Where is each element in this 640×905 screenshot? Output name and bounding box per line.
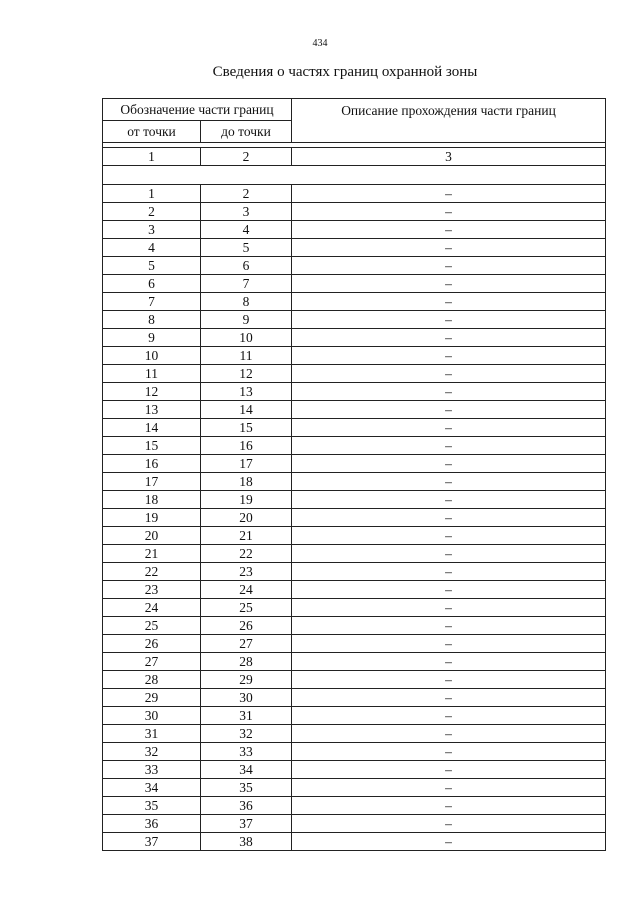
table-row	[103, 473, 606, 491]
table-row	[103, 563, 606, 581]
table-row	[103, 257, 606, 275]
to-point-cell: 2	[201, 185, 292, 203]
description-cell: –	[292, 581, 606, 599]
from-point-cell: 27	[103, 653, 201, 671]
from-point-cell: 30	[103, 707, 201, 725]
column-number-row	[103, 148, 606, 166]
table-row	[103, 833, 606, 851]
to-point-cell: 18	[201, 473, 292, 491]
table-row	[103, 221, 606, 239]
from-point-cell: 34	[103, 779, 201, 797]
table-row	[103, 365, 606, 383]
from-point-cell: 32	[103, 743, 201, 761]
description-cell: –	[292, 779, 606, 797]
from-point-cell: 19	[103, 509, 201, 527]
to-point-cell: 27	[201, 635, 292, 653]
to-point-cell: 4	[201, 221, 292, 239]
table-row	[103, 401, 606, 419]
from-point-cell: 31	[103, 725, 201, 743]
from-point-cell: 29	[103, 689, 201, 707]
boundary-parts-table	[102, 98, 606, 851]
to-point-cell: 37	[201, 815, 292, 833]
to-point-cell: 12	[201, 365, 292, 383]
from-point-cell: 26	[103, 635, 201, 653]
from-point-cell: 10	[103, 347, 201, 365]
from-point-cell: 11	[103, 365, 201, 383]
to-point-cell: 33	[201, 743, 292, 761]
description-cell: –	[292, 671, 606, 689]
table-row	[103, 419, 606, 437]
table-row	[103, 275, 606, 293]
table-row	[103, 527, 606, 545]
from-point-cell: 23	[103, 581, 201, 599]
to-point-cell: 22	[201, 545, 292, 563]
from-point-cell: 37	[103, 833, 201, 851]
table-row	[103, 455, 606, 473]
from-point-cell: 8	[103, 311, 201, 329]
from-point-cell: 25	[103, 617, 201, 635]
to-point-cell: 11	[201, 347, 292, 365]
table-row	[103, 383, 606, 401]
to-point-cell: 35	[201, 779, 292, 797]
to-point-cell: 29	[201, 671, 292, 689]
description-cell: –	[292, 401, 606, 419]
description-cell: –	[292, 419, 606, 437]
to-point-cell: 6	[201, 257, 292, 275]
to-point-cell: 31	[201, 707, 292, 725]
from-point-cell: 33	[103, 761, 201, 779]
table-row	[103, 239, 606, 257]
to-point-cell: 23	[201, 563, 292, 581]
from-point-cell: 12	[103, 383, 201, 401]
description-cell: –	[292, 815, 606, 833]
description-cell: –	[292, 635, 606, 653]
table-row	[103, 689, 606, 707]
description-cell: –	[292, 617, 606, 635]
description-cell: –	[292, 365, 606, 383]
from-point-cell: 15	[103, 437, 201, 455]
from-point-cell: 3	[103, 221, 201, 239]
column-number-1: 1	[103, 148, 201, 166]
description-cell: –	[292, 455, 606, 473]
to-point-cell: 3	[201, 203, 292, 221]
table-row	[103, 293, 606, 311]
description-cell: –	[292, 257, 606, 275]
description-header: Описание прохождения части границ	[292, 99, 606, 143]
table-row	[103, 671, 606, 689]
to-point-cell: 16	[201, 437, 292, 455]
table-row	[103, 815, 606, 833]
to-point-cell: 5	[201, 239, 292, 257]
description-cell: –	[292, 599, 606, 617]
to-point-cell: 17	[201, 455, 292, 473]
table-row	[103, 761, 606, 779]
table-row	[103, 329, 606, 347]
to-point-cell: 28	[201, 653, 292, 671]
description-cell: –	[292, 275, 606, 293]
description-cell: –	[292, 689, 606, 707]
to-point-cell: 34	[201, 761, 292, 779]
table-row	[103, 743, 606, 761]
table-row	[103, 635, 606, 653]
table-row	[103, 797, 606, 815]
description-cell: –	[292, 545, 606, 563]
table-row	[103, 707, 606, 725]
description-cell: –	[292, 653, 606, 671]
column-number-3: 3	[292, 148, 606, 166]
description-cell: –	[292, 473, 606, 491]
to-point-cell: 7	[201, 275, 292, 293]
table-row	[103, 617, 606, 635]
blank-section-cell-left	[103, 166, 292, 185]
from-point-cell: 24	[103, 599, 201, 617]
description-cell: –	[292, 437, 606, 455]
description-cell: –	[292, 221, 606, 239]
from-point-cell: 22	[103, 563, 201, 581]
to-point-cell: 15	[201, 419, 292, 437]
description-cell: –	[292, 329, 606, 347]
description-cell: –	[292, 293, 606, 311]
description-cell: –	[292, 491, 606, 509]
from-point-cell: 7	[103, 293, 201, 311]
to-point-cell: 20	[201, 509, 292, 527]
from-point-cell: 9	[103, 329, 201, 347]
page-number: 434	[312, 38, 328, 49]
blank-section-cell-right	[292, 166, 606, 185]
table-row	[103, 599, 606, 617]
description-cell: –	[292, 509, 606, 527]
table-row	[103, 725, 606, 743]
description-cell: –	[292, 743, 606, 761]
to-point-cell: 21	[201, 527, 292, 545]
description-cell: –	[292, 203, 606, 221]
description-cell: –	[292, 761, 606, 779]
table-row	[103, 653, 606, 671]
table-row	[103, 185, 606, 203]
to-point-cell: 10	[201, 329, 292, 347]
to-point-cell: 32	[201, 725, 292, 743]
table-row	[103, 509, 606, 527]
column-number-2: 2	[201, 148, 292, 166]
from-point-cell: 21	[103, 545, 201, 563]
description-cell: –	[292, 383, 606, 401]
table-row	[103, 437, 606, 455]
from-point-cell: 36	[103, 815, 201, 833]
description-cell: –	[292, 725, 606, 743]
from-point-cell: 14	[103, 419, 201, 437]
designation-header: Обозначение части границ	[103, 99, 292, 121]
description-cell: –	[292, 239, 606, 257]
table-row	[103, 779, 606, 797]
from-point-cell: 35	[103, 797, 201, 815]
table-row	[103, 545, 606, 563]
to-point-cell: 24	[201, 581, 292, 599]
to-point-cell: 36	[201, 797, 292, 815]
from-point-cell: 2	[103, 203, 201, 221]
from-point-cell: 16	[103, 455, 201, 473]
description-cell: –	[292, 347, 606, 365]
to-point-cell: 38	[201, 833, 292, 851]
description-cell: –	[292, 311, 606, 329]
from-point-cell: 6	[103, 275, 201, 293]
from-point-cell: 28	[103, 671, 201, 689]
to-point-cell: 19	[201, 491, 292, 509]
from-point-cell: 1	[103, 185, 201, 203]
description-cell: –	[292, 797, 606, 815]
to-point-cell: 13	[201, 383, 292, 401]
from-point-cell: 20	[103, 527, 201, 545]
table-row	[103, 581, 606, 599]
blank-section-row	[103, 166, 606, 185]
to-point-cell: 8	[201, 293, 292, 311]
description-cell: –	[292, 185, 606, 203]
document-title: Сведения о частях границ охранной зоны	[212, 64, 478, 80]
to-point-cell: 14	[201, 401, 292, 419]
to-point-cell: 9	[201, 311, 292, 329]
table-row	[103, 311, 606, 329]
from-point-cell: 13	[103, 401, 201, 419]
table-row	[103, 491, 606, 509]
header-row-1	[103, 99, 606, 121]
to-point-cell: 30	[201, 689, 292, 707]
from-point-cell: 17	[103, 473, 201, 491]
from-point-cell: 4	[103, 239, 201, 257]
from-point-cell: 5	[103, 257, 201, 275]
to-point-header: до точки	[201, 121, 292, 143]
table-row	[103, 347, 606, 365]
to-point-cell: 25	[201, 599, 292, 617]
description-cell: –	[292, 833, 606, 851]
description-cell: –	[292, 527, 606, 545]
to-point-cell: 26	[201, 617, 292, 635]
description-cell: –	[292, 707, 606, 725]
from-point-cell: 18	[103, 491, 201, 509]
description-cell: –	[292, 563, 606, 581]
table-row	[103, 203, 606, 221]
from-point-header: от точки	[103, 121, 201, 143]
